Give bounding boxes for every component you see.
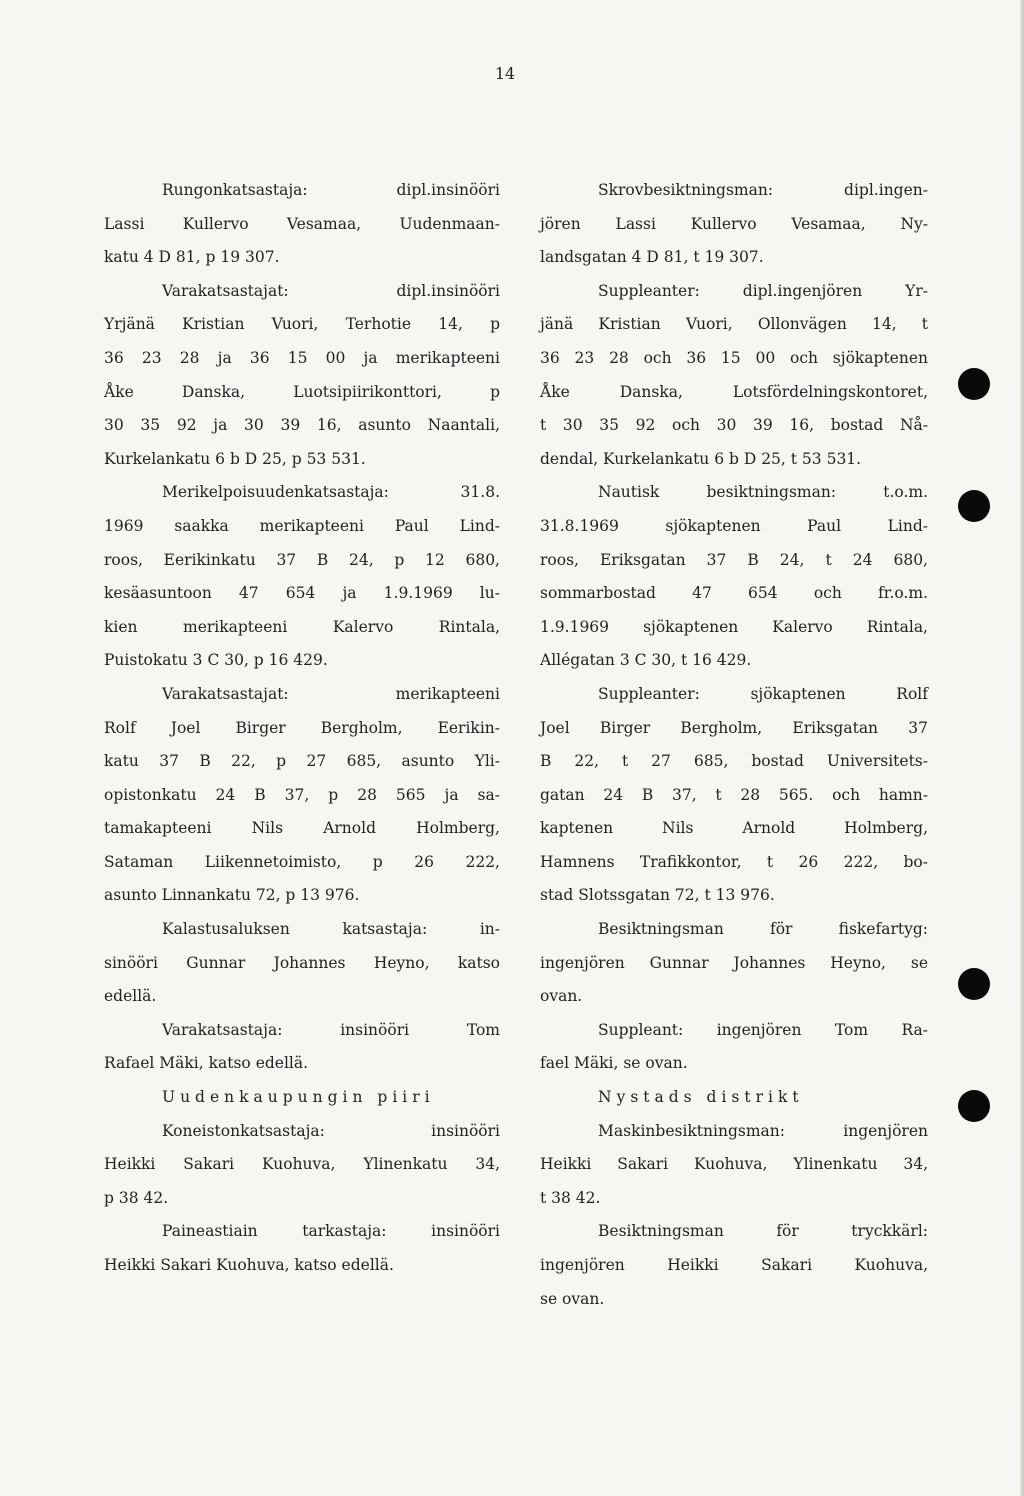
- text-line: edellä.: [104, 987, 157, 1006]
- text-line: landsgatan 4 D 81, t 19 307.: [540, 248, 764, 267]
- text-line: kesäasuntoon 47 654 ja 1.9.1969 lu-: [104, 584, 500, 603]
- text-line: Besiktningsman för tryckkärl:: [598, 1222, 928, 1241]
- text-line: Åke Danska, Lotsfördelningskontoret,: [540, 382, 928, 401]
- binder-punch-hole: [958, 368, 990, 400]
- text-line: p 38 42.: [104, 1188, 169, 1207]
- text-line: Allégatan 3 C 30, t 16 429.: [540, 651, 752, 670]
- page-edge-shadow: [1020, 0, 1024, 1496]
- text-line: 1969 saakka merikapteeni Paul Lind-: [104, 516, 500, 535]
- text-line: roos, Eerikinkatu 37 B 24, p 12 680,: [104, 550, 500, 569]
- text-line: jören Lassi Kullervo Vesamaa, Ny-: [540, 214, 928, 233]
- text-line: ingenjören Heikki Sakari Kuohuva,: [540, 1256, 928, 1274]
- text-line: Rafael Mäki, katso edellä.: [104, 1054, 309, 1073]
- text-line: sinööri Gunnar Johannes Heyno, katso: [104, 953, 500, 972]
- text-line: 31.8.1969 sjökaptenen Paul Lind-: [540, 516, 928, 535]
- page-number: 14: [494, 64, 516, 83]
- text-line: Suppleanter: dipl.ingenjören Yr-: [598, 281, 928, 300]
- text-line: Hamnens Trafikkontor, t 26 222, bo-: [540, 852, 928, 871]
- right-column-swedish: [540, 174, 928, 1316]
- text-line: Suppleant: ingenjören Tom Ra-: [598, 1020, 928, 1039]
- text-line: 36 23 28 och 36 15 00 och sjökaptenen: [540, 348, 928, 367]
- text-line: se ovan.: [540, 1289, 605, 1308]
- binder-punch-hole: [958, 968, 990, 1000]
- text-line: 1.9.1969 sjökaptenen Kalervo Rintala,: [540, 617, 928, 636]
- text-line: Varakatsastajat: merikapteeni: [162, 684, 500, 703]
- text-line: Kurkelankatu 6 b D 25, p 53 531.: [104, 449, 366, 468]
- text-line: sommarbostad 47 654 och fr.o.m.: [540, 584, 928, 603]
- binder-punch-hole: [958, 490, 990, 522]
- text-line: Suppleanter: sjökaptenen Rolf: [598, 684, 928, 703]
- text-line: Heikki Sakari Kuohuva, katso edellä.: [104, 1256, 394, 1274]
- text-line: kien merikapteeni Kalervo Rintala,: [104, 617, 500, 636]
- text-line: Åke Danska, Luotsipiirikonttori, p: [104, 382, 500, 401]
- text-line: Maskinbesiktningsman: ingenjören: [598, 1121, 928, 1140]
- text-line: 36 23 28 ja 36 15 00 ja merikapteeni: [104, 348, 500, 367]
- text-line: ovan.: [540, 987, 583, 1006]
- text-line: stad Slotssgatan 72, t 13 976.: [540, 886, 775, 905]
- text-line: Besiktningsman för fiskefartyg:: [598, 920, 928, 939]
- text-line: Varakatsastajat: dipl.insinööri: [162, 281, 500, 300]
- text-line: jänä Kristian Vuori, Ollonvägen 14, t: [540, 315, 928, 334]
- text-line: Paineastiain tarkastaja: insinööri: [162, 1222, 500, 1241]
- text-line: Rungonkatsastaja: dipl.insinööri: [162, 181, 500, 199]
- text-line: dendal, Kurkelankatu 6 b D 25, t 53 531.: [540, 449, 862, 468]
- text-line: t 38 42.: [540, 1188, 601, 1207]
- text-line: Lassi Kullervo Vesamaa, Uudenmaan-: [104, 214, 500, 233]
- text-line: Rolf Joel Birger Bergholm, Eerikin-: [104, 718, 500, 737]
- text-line: opistonkatu 24 B 37, p 28 565 ja sa-: [104, 785, 500, 804]
- text-line: Merikelpoisuudenkatsastaja: 31.8.: [162, 483, 500, 502]
- text-line: t 30 35 92 och 30 39 16, bostad Nå-: [540, 416, 928, 435]
- text-line: katu 4 D 81, p 19 307.: [104, 248, 280, 267]
- text-line: asunto Linnankatu 72, p 13 976.: [104, 886, 360, 905]
- text-line: Joel Birger Bergholm, Eriksgatan 37: [540, 718, 928, 737]
- text-line: Koneistonkatsastaja: insinööri: [162, 1121, 500, 1140]
- text-line: 30 35 92 ja 30 39 16, asunto Naantali,: [104, 416, 500, 435]
- district-heading: Nystads distrikt: [598, 1088, 804, 1107]
- text-line: roos, Eriksgatan 37 B 24, t 24 680,: [540, 550, 928, 569]
- binder-punch-hole: [958, 1090, 990, 1122]
- text-line: Puistokatu 3 C 30, p 16 429.: [104, 651, 328, 670]
- text-line: kaptenen Nils Arnold Holmberg,: [540, 819, 928, 838]
- text-line: fael Mäki, se ovan.: [540, 1054, 688, 1073]
- text-line: Yrjänä Kristian Vuori, Terhotie 14, p: [104, 315, 500, 334]
- text-line: gatan 24 B 37, t 28 565. och hamn-: [540, 785, 928, 804]
- text-line: ingenjören Gunnar Johannes Heyno, se: [540, 953, 928, 972]
- text-line: Sataman Liikennetoimisto, p 26 222,: [104, 852, 500, 871]
- text-line: katu 37 B 22, p 27 685, asunto Yli-: [104, 752, 500, 771]
- left-column-finnish: [104, 174, 500, 1283]
- text-line: B 22, t 27 685, bostad Universitets-: [540, 752, 928, 771]
- text-line: tamakapteeni Nils Arnold Holmberg,: [104, 819, 500, 838]
- text-line: Varakatsastaja: insinööri Tom: [162, 1020, 500, 1039]
- text-line: Heikki Sakari Kuohuva, Ylinenkatu 34,: [104, 1155, 500, 1174]
- text-line: Nautisk besiktningsman: t.o.m.: [598, 483, 928, 502]
- district-heading: Uudenkaupungin piiri: [162, 1088, 435, 1107]
- text-line: Heikki Sakari Kuohuva, Ylinenkatu 34,: [540, 1155, 928, 1174]
- text-line: Skrovbesiktningsman: dipl.ingen-: [598, 181, 928, 199]
- text-line: Kalastusaluksen katsastaja: in-: [162, 920, 500, 939]
